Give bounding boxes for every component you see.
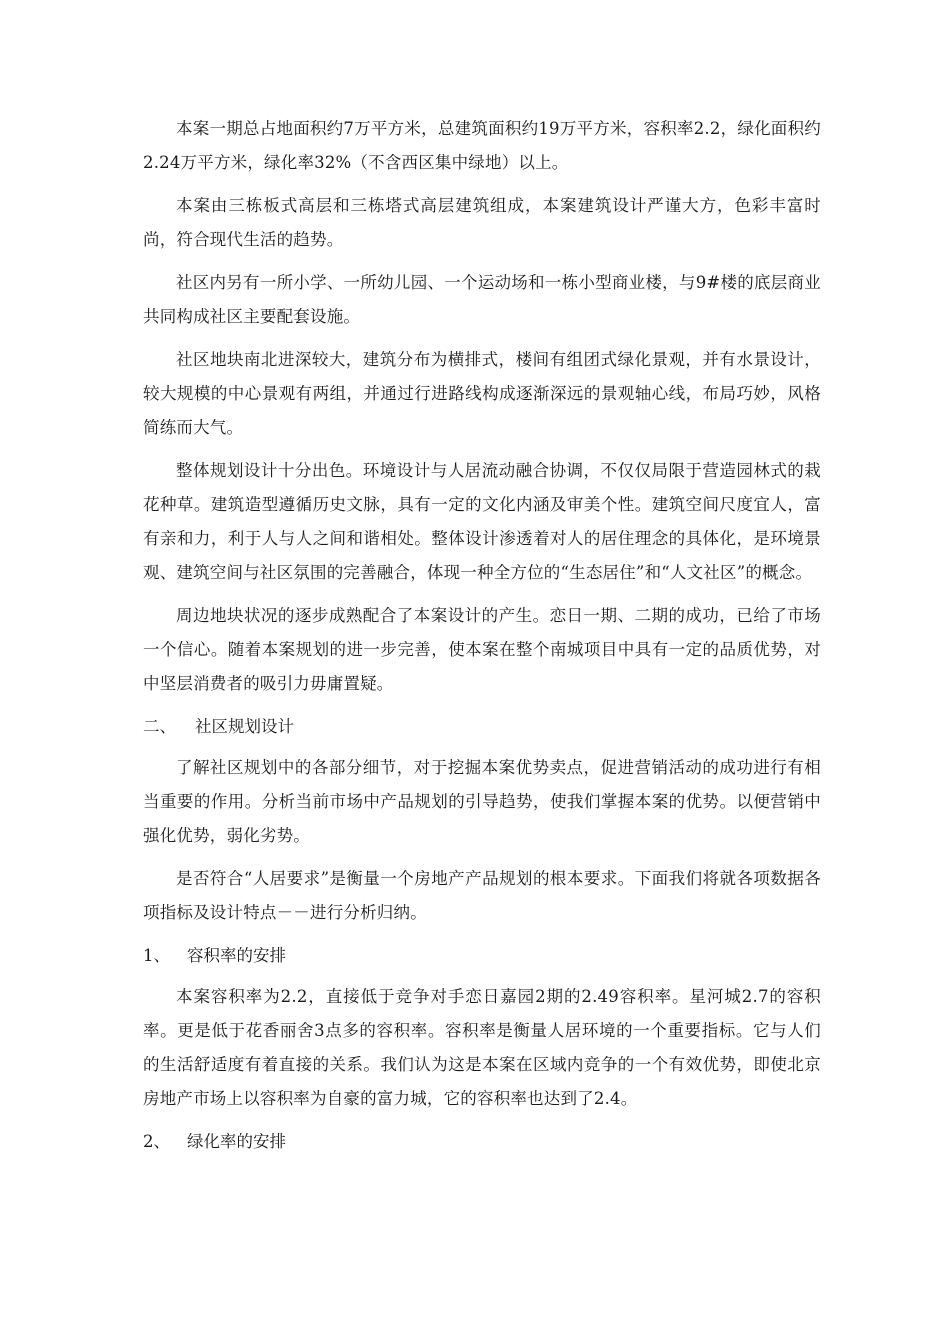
section-title: 社区规划设计 [195, 717, 294, 736]
subsection-number: 2、 [143, 1132, 170, 1151]
body-paragraph: 本案由三栋板式高层和三栋塔式高层建筑组成，本案建筑设计严谨大方，色彩丰富时尚，符合现代生活的趋势。 [143, 196, 821, 249]
body-paragraph: 本案一期总占地面积约7万平方米，总建筑面积约19万平方米，容积率2.2，绿化面积约2.24万平方米，绿化率32%（不含西区集中绿地）以上。 [143, 119, 821, 172]
body-paragraph: 本案容积率为2.2，直接低于竞争对手恋日嘉园2期的2.49容积率。星河城2.7的容积率。更是低于花香丽舍3点多的容积率。容积率是衡量人居环境的一个重要指标。它与人们的生活舒适度有着直接的关系。我们认为这是本案在区域内竞争的一个有效优势，即使北京房地产市场上以容积率为自豪的富力城，它的容积率也达到了2.4。 [143, 987, 821, 1108]
body-paragraph: 周边地块状况的逐步成熟配合了本案设计的产生。恋日一期、二期的成功，已给了市场一个信心。随着本案规划的进一步完善，使本案在整个南城项目中具有一定的品质优势，对中坚层消费者的吸引力毋庸置疑。 [143, 606, 821, 693]
subsection-number: 1、 [143, 946, 170, 965]
body-paragraph: 社区地块南北进深较大，建筑分布为横排式，楼间有组团式绿化景观，并有水景设计，较大规模的中心景观有两组，并通过行进路线构成逐渐深远的景观轴心线，布局巧妙，风格简练而大气。 [143, 350, 821, 437]
subsection-title: 容积率的安排 [187, 946, 286, 965]
section-heading [143, 710, 821, 744]
body-paragraph: 了解社区规划中的各部分细节，对于挖掘本案优势卖点，促进营销活动的成功进行有相当重要的作用。分析当前市场中产品规划的引导趋势，使我们掌握本案的优势。以便营销中强化优势，弱化劣势。 [143, 758, 821, 845]
subsection-title: 绿化率的安排 [187, 1132, 286, 1151]
body-paragraph: 是否符合“人居要求”是衡量一个房地产产品规划的根本要求。下面我们将就各项数据各项指标及设计特点－－进行分析归纳。 [143, 869, 821, 922]
subsection-heading [143, 1125, 821, 1159]
body-paragraph: 整体规划设计十分出色。环境设计与人居流动融合协调，不仅仅局限于营造园林式的栽花种草。建筑造型遵循历史文脉，具有一定的文化内涵及审美个性。建筑空间尺度宜人，富有亲和力，利于人与人之间和谐相处。整体设计渗透着对人的居住理念的具体化，是环境景观、建筑空间与社区氛围的完善融合，体现一种全方位的“生态居住”和“人文社区”的概念。 [143, 461, 821, 582]
body-paragraph: 社区内另有一所小学、一所幼儿园、一个运动场和一栋小型商业楼，与9#楼的底层商业共同构成社区主要配套设施。 [143, 273, 821, 326]
subsection-heading [143, 939, 821, 973]
section-number: 二、 [143, 717, 176, 736]
document-page [143, 112, 821, 1166]
